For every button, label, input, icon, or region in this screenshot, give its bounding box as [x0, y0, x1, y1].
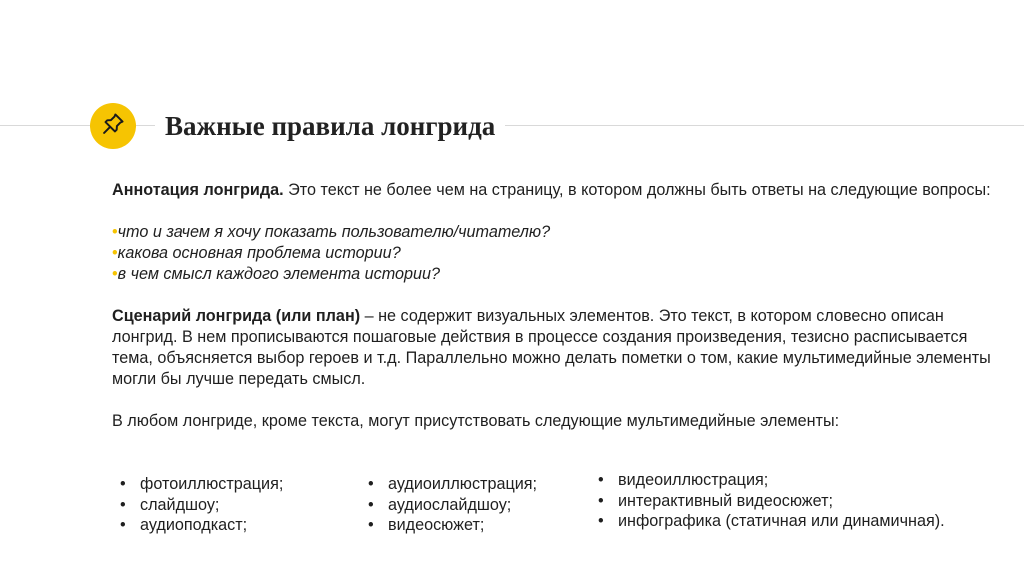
questions-list	[112, 222, 992, 285]
list-item: •какова основная проблема истории?	[112, 244, 401, 262]
list-item: • аудиослайдшоу;	[368, 495, 512, 514]
scenario-term: Сценарий лонгрида (или план)	[112, 307, 361, 325]
annotation-text: Это текст не более чем на страницу, в котором должны быть ответы на следующие вопросы:	[283, 181, 991, 199]
elements-column-3	[598, 470, 945, 532]
annotation-term: Аннотация лонгрида.	[112, 181, 284, 199]
page-title: Важные правила лонгрида	[155, 106, 505, 146]
content-body	[112, 180, 992, 432]
annotation-paragraph	[112, 180, 992, 201]
bullet-dot-icon: •	[112, 265, 118, 283]
list-item: •в чем смысл каждого элемента истории?	[112, 265, 441, 283]
list-item: • фотоиллюстрация;	[120, 475, 284, 493]
list-item: • аудиоиллюстрация;	[368, 475, 538, 493]
elements-column-2	[368, 474, 537, 536]
header-divider	[0, 125, 1024, 126]
pushpin-icon	[100, 111, 126, 142]
list-item: • видеосюжет;	[368, 516, 485, 534]
list-item: • слайдшоу;	[120, 495, 220, 514]
list-item: • интерактивный видеосюжет;	[598, 491, 834, 510]
list-item: • аудиоподкаст;	[120, 516, 248, 534]
pin-badge	[90, 103, 136, 149]
list-item: • видеоиллюстрация;	[598, 471, 769, 489]
scenario-paragraph	[112, 306, 992, 390]
elements-columns	[0, 471, 1024, 554]
list-item: • инфографика (статичная или динамичная).	[598, 512, 945, 530]
list-item: •что и зачем я хочу показать пользователю/читателю?	[112, 223, 551, 241]
bullet-dot-icon: •	[112, 244, 118, 262]
bullet-dot-icon: •	[112, 223, 118, 241]
elements-intro: В любом лонгриде, кроме текста, могут присутствовать следующие мультимедийные элементы:	[112, 412, 840, 430]
scenario-text: – не содержит визуальных элементов. Это текст, в котором словесно описан лонгрид. В нем прописываются пошаговые действия в процессе создания произведения, тезисно расписывается тема, объясняется выбор героев и т.д. Параллельно можно делать пометки о том, какие мультимедийные элементы могли бы лучше передать смысл.	[112, 307, 991, 388]
elements-column-1	[120, 474, 283, 536]
